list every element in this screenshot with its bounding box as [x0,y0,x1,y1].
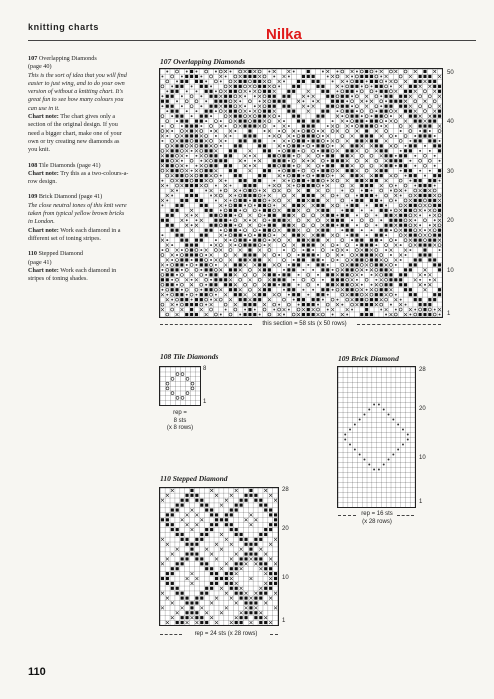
note-number: 107 [28,55,38,62]
note-number: 108 [28,161,38,169]
repeat-rows: (x 8 rows) [166,425,194,431]
chart-107-repeat-note: this section = 58 sts (x 50 rows) [262,321,347,327]
row-label: 20 [447,218,454,224]
row-label: 20 [282,526,289,532]
row-label: 1 [447,311,451,317]
repeat-sts: rep = 16 sts [361,511,393,517]
chart-note-text: The chart gives only a section of the original design. If you need a bigger chart, make one of your own or try creating new diamonds as you knit. [28,113,122,154]
chart-110-grid [159,487,279,626]
note-name: Tile Diamonds (page 41) [38,161,101,169]
note-description: This is the sort of idea that you will find easier to just wing, and to do your own version of without a knitting chart. It's great fun to see how many colours you can use in it. [28,71,127,112]
repeat-label: rep = [173,410,187,416]
note-number: 109 [28,193,38,201]
chart-109-repeat-note [350,511,404,526]
chart-108-repeat-note [160,410,200,433]
chart-109-motif [338,367,415,507]
chart-note-label: Chart note: [28,113,59,121]
chart-108-grid [159,366,201,406]
row-label: 1 [419,499,423,505]
chart-110-repeat-note: rep = 24 sts (x 28 rows) [194,631,258,637]
note-110 [28,250,130,283]
note-description: The close neutral tones of this knit were taken from typical yellow brown bricks in London. [28,201,127,226]
header-rule [28,40,476,41]
row-label: 10 [419,455,426,461]
chart-107-title: 107 Overlapping Diamonds [160,57,246,66]
chart-note-text: Work each diamond in a different set of toning stripes. [28,226,121,242]
row-label: 10 [447,268,454,274]
row-label: 8 [203,366,207,372]
chart-note-label: Chart note: [28,169,59,177]
chart-note-label: Chart note: [28,226,59,234]
brand-watermark: Nilka [266,26,302,43]
chart-108-motif [160,367,200,405]
row-label: 40 [447,119,454,125]
chart-note-text: Work each diamond in stripes of toning shades. [28,266,117,283]
chart-110-motif [160,488,278,625]
row-label: 1 [282,618,286,624]
chart-107-grid [159,68,443,318]
note-page: (page 41) [28,258,52,266]
note-page: (page 40) [28,63,52,71]
chart-note-text: Try this as a two-colours-a-row design. [28,169,129,186]
chart-107-motif [160,69,442,317]
row-label: 30 [447,169,454,175]
row-label: 28 [282,487,289,493]
note-name: Overlapping Diamonds [38,55,97,62]
note-108 [28,162,130,187]
note-109 [28,193,130,243]
note-107 [28,55,130,155]
row-label: 1 [203,399,207,405]
row-label: 20 [419,406,426,412]
row-label: 28 [419,367,426,373]
pattern-notes [28,55,130,290]
chart-109-grid [337,366,416,508]
note-number: 110 [28,250,37,258]
section-title: knitting charts [28,22,100,32]
repeat-rows: (x 28 rows) [362,518,392,525]
repeat-line [160,324,252,325]
note-name: Brick Diamond (page 41) [38,193,103,201]
row-label: 10 [282,575,289,581]
chart-109-title: 109 Brick Diamond [338,354,399,363]
chart-110-title: 110 Stepped Diamond [160,474,228,483]
chart-note-label: Chart note: [28,266,59,274]
repeat-line [160,634,182,635]
chart-108-title: 108 Tile Diamonds [160,352,219,361]
page-number: 110 [28,666,46,678]
note-name: Stepped Diamond [38,250,84,258]
repeat-line [357,324,441,325]
repeat-sts: 8 sts [173,417,187,424]
row-label: 50 [447,70,454,76]
